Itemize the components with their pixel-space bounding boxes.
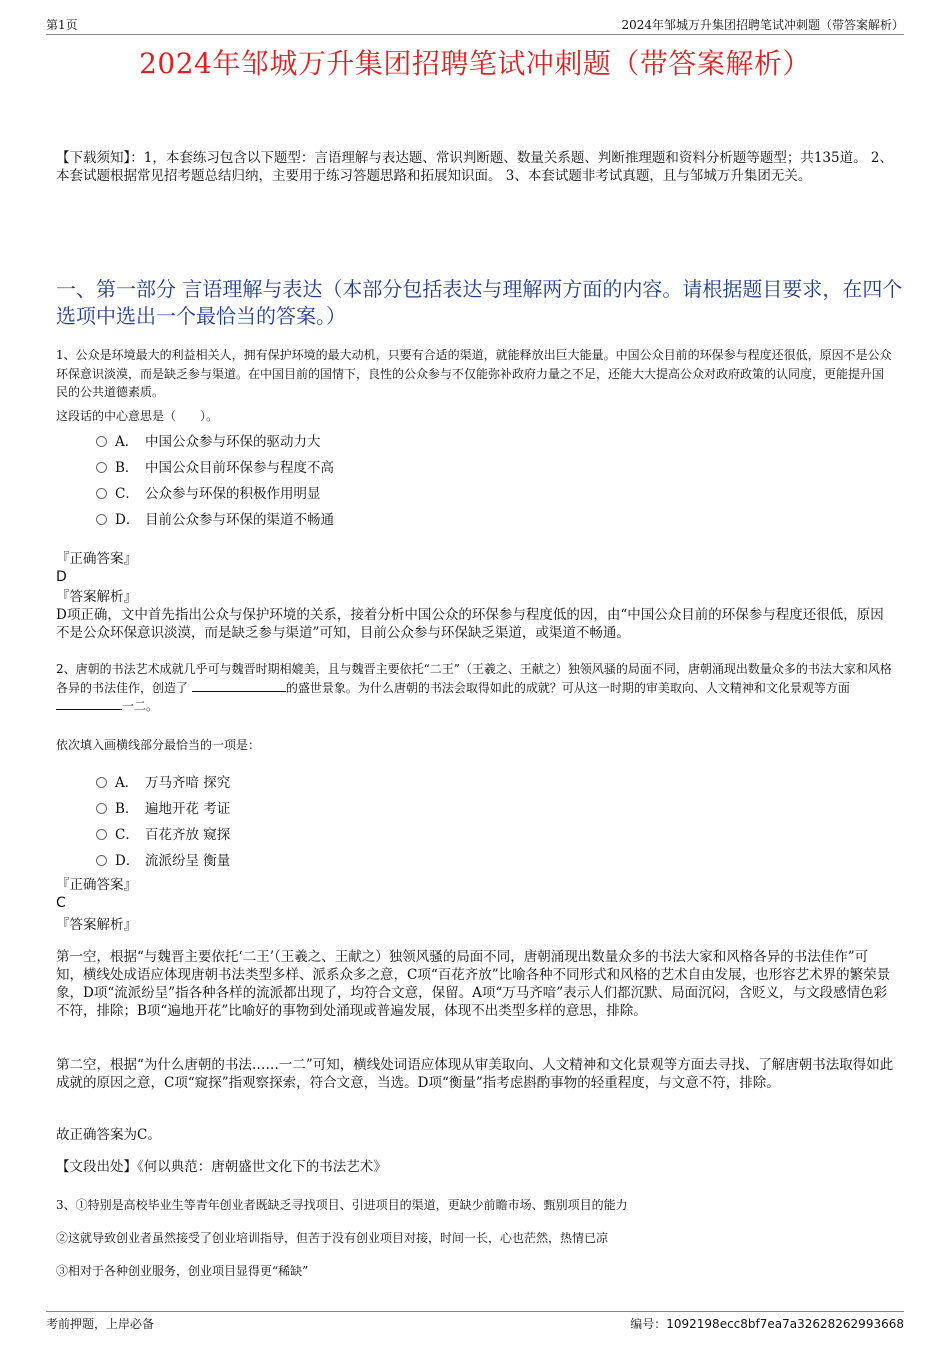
answer-value: C bbox=[56, 895, 66, 911]
fill-blank-1 bbox=[192, 679, 286, 692]
option-c[interactable]: C． 公众参与环保的积极作用明显 bbox=[96, 482, 321, 502]
section-heading: 一、第一部分 言语理解与表达（本部分包括表达与理解两方面的内容。请根据题目要求，在四个选项中选出一个最恰当的答案。） bbox=[56, 277, 903, 328]
fill-blank-2 bbox=[56, 697, 122, 710]
option-b[interactable]: B． 中国公众目前环保参与程度不高 bbox=[96, 456, 334, 476]
radio-icon[interactable] bbox=[96, 488, 107, 499]
question-1-stem: 1、公众是环境最大的利益相关人，拥有保护环境的最大动机，只要有合适的渠道，就能释放出巨大能量。中国公众目前的环保参与程度还很低，原因不是公众环保意识淡漠，而是缺乏参与渠道。在中国目前的国情下，良性的公众参与不仅能弥补政府力量之不足，还能大大提高公众对政府政策的认同度，更能提升国民的公共道德素质。 bbox=[56, 348, 892, 399]
option-c[interactable]: C． 百花齐放 窥探 bbox=[96, 823, 230, 843]
option-a[interactable]: A． 万马齐喑 探究 bbox=[96, 771, 230, 791]
analysis-conclusion: 故正确答案为C。 bbox=[56, 1127, 161, 1143]
question-3-line-1: 3、①特别是高校毕业生等青年创业者既缺乏寻找项目、引进项目的渠道，更缺少前瞻市场、甄别项目的能力 bbox=[56, 1198, 628, 1212]
download-notice: 【下载须知】：1，本套练习包含以下题型：言语理解与表达题、常识判断题、数量关系题、判断推理题和资料分析题等题型；共135道。 2、本套试题根据常见招考题总结归纳，主要用于练习答题思路和拓展知识面。 3、本套试题非考试真题，且与邹城万升集团无关。 bbox=[56, 150, 893, 184]
answer-value: D bbox=[56, 569, 67, 585]
document-title: 2024年邹城万升集团招聘笔试冲刺题（带答案解析） bbox=[139, 47, 811, 80]
radio-icon[interactable] bbox=[96, 777, 107, 788]
question-3-line-3: ③相对于各种创业服务，创业项目显得更“稀缺” bbox=[56, 1264, 309, 1278]
radio-icon[interactable] bbox=[96, 514, 107, 525]
option-d[interactable]: D． 目前公众参与环保的渠道不畅通 bbox=[96, 508, 334, 528]
question-1-ask: 这段话的中心意思是（ ）。 bbox=[56, 409, 219, 423]
running-header-title: 2024年邹城万升集团招聘笔试冲刺题（带答案解析） bbox=[621, 18, 904, 32]
question-2-ask: 依次填入画横线部分最恰当的一项是： bbox=[56, 738, 261, 752]
question-3-line-2: ②这就导致创业者虽然接受了创业培训指导，但苦于没有创业项目对接，时间一长，心也茫然，热情已凉 bbox=[56, 1231, 609, 1245]
source-citation: 【文段出处】《何以典范：唐朝盛世文化下的书法艺术》 bbox=[56, 1159, 387, 1175]
analysis-text: D项正确，文中首先指出公众与保护环境的关系，接着分析中国公众的环保参与程度低的因，由“中国公众目前的环保参与程度还很低，原因不是公众环保意识淡漠，而是缺乏参与渠道”可知，目前公众参与环保缺乏渠道，或渠道不畅通。 bbox=[56, 607, 884, 641]
analysis-paragraph-2: 第二空，根据“为什么唐朝的书法……一二”可知，横线处词语应体现从审美取向、人文精神和文化景观等方面去寻找、了解唐朝书法取得如此成就的原因之意，C项“窥探”指观察探索，符合文意，当选。D项“衡量”指考虑斟酌事物的轻重程度，与文意不符，排除。 bbox=[56, 1057, 894, 1091]
analysis-label: 『答案解析』 bbox=[56, 917, 137, 933]
analysis-paragraph-1: 第一空，根据“与魏晋主要依托‘二王’（王羲之、王献之）独领风骚的局面不同，唐朝涌现出数量众多的书法大家和风格各异的书法佳作”可知，横线处成语应体现唐朝书法类型多样、派系众多之意，C项“百花齐放”比喻各种不同形式和风格的艺术自由发展，也形容艺术界的繁荣景象，D项“流派纷呈”指各种各样的流派都出现了，均符合文意，保留。A项“万马齐喑”表示人们都沉默、局面沉闷，含贬义，与文段感情色彩不符，排除；B项“遍地开花”比喻好的事物到处涌现或普遍发展，体现不出类型多样的意思，排除。 bbox=[56, 949, 891, 1019]
option-b[interactable]: B． 遍地开花 考证 bbox=[96, 797, 230, 817]
answer-label: 『正确答案』 bbox=[56, 551, 137, 567]
footer-slogan: 考前押题，上岸必备 bbox=[46, 1317, 155, 1331]
radio-icon[interactable] bbox=[96, 855, 107, 866]
option-a[interactable]: A． 中国公众参与环保的驱动力大 bbox=[96, 430, 321, 450]
footer-divider bbox=[46, 1311, 904, 1312]
radio-icon[interactable] bbox=[96, 829, 107, 840]
radio-icon[interactable] bbox=[96, 436, 107, 447]
analysis-label: 『答案解析』 bbox=[56, 589, 137, 605]
radio-icon[interactable] bbox=[96, 462, 107, 473]
question-2-stem: 2、唐朝的书法艺术成就几乎可与魏晋时期相媲美，且与魏晋主要依托“二王”（王羲之、王献之）独领风骚的局面不同，唐朝涌现出数量众多的书法大家和风格各异的书法佳作，创造了 的盛世景象。为什么唐朝的书法会取得如此的成就？可从这一时期的审美取向、人文精神和文化景观等方面 一二。 bbox=[56, 662, 892, 713]
radio-icon[interactable] bbox=[96, 803, 107, 814]
answer-label: 『正确答案』 bbox=[56, 877, 137, 893]
document-code: 编号：1092198ecc8bf7ea7a32628262993668 bbox=[630, 1317, 904, 1331]
page-number: 第1页 bbox=[46, 18, 78, 32]
header-divider bbox=[46, 34, 904, 35]
option-d[interactable]: D． 流派纷呈 衡量 bbox=[96, 849, 230, 869]
